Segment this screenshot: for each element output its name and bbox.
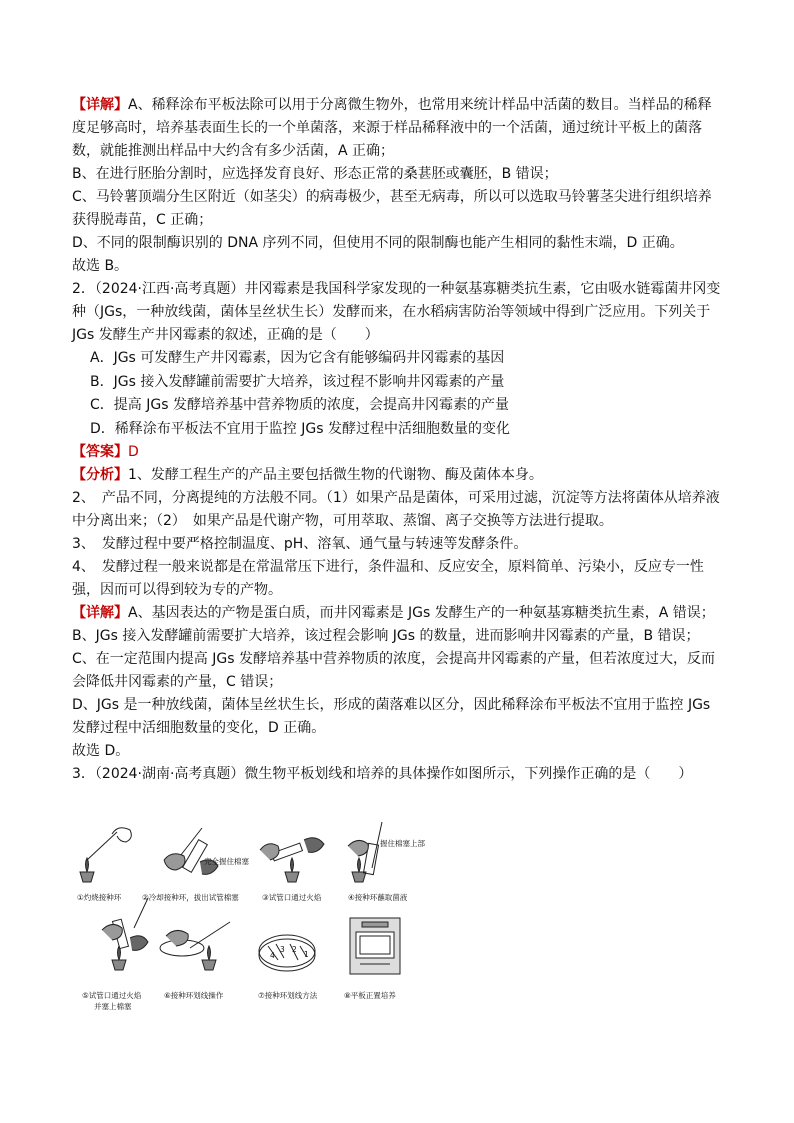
step2-note: 完全握住棉塞 — [204, 857, 249, 866]
explain-tag: 【详解】 — [72, 97, 128, 113]
step2-tube-drawing — [164, 828, 218, 874]
document-body — [72, 94, 724, 786]
q2-stem: 2．（2024·江西·高考真题）井冈霉素是我国科学家发现的一种氨基寡糖类抗生素，它由吸水链霉菌井冈变种（JGs，一种放线菌，菌体呈丝状生长）发酵而来，在水稻病害防治等领域中得到广泛应用。下列关于 JGs 发酵生产井冈霉素的叙述，正确的是（ ） — [72, 281, 721, 343]
q2-option-a: A．JGs 可发酵生产井冈霉素，因为它含有能够编码井冈霉素的基因 — [90, 350, 505, 366]
step3-flame-drawing — [260, 838, 324, 882]
q2-analysis-2: 2、 产品不同，分离提纯的方法般不同。（1）如果产品是菌体，可采用过滤，沉淀等方法将菌体从培养液中分离出来；（2） 如果产品是代谢产物，可用萃取、蒸馏、离子交换等方法进行提取。 — [72, 490, 720, 530]
q1-explain-c: C、马铃薯顶端分生区附近（如茎尖）的病毒极少，甚至无病毒，所以可以选取马铃薯茎尖进行组织培养获得脱毒苗，C 正确； — [72, 189, 712, 228]
step6-label: ⑥接种环划线操作 — [164, 991, 224, 1000]
q2-answer — [72, 441, 724, 464]
step3-label: ③试管口通过火焰 — [262, 893, 322, 902]
step1-label: ①灼烧接种环 — [77, 893, 122, 902]
q2-option-b: B．JGs 接入发酵罐前需要扩大培养，该过程不影响井冈霉素的产量 — [90, 373, 505, 390]
q2-analysis-3: 3、 发酵过程中要严格控制温度、pH、溶氧、通气量与转速等发酵条件。 — [72, 536, 528, 553]
q2-analysis-4: 4、 发酵过程一般来说都是在常温常压下进行，条件温和、反应安全，原料简单、污染小，反应专一性强，因而可以得到较为专的产物。 — [72, 559, 704, 599]
plate-number-4: 4 — [270, 951, 275, 960]
q2-analysis-1 — [72, 464, 724, 487]
step5-close-drawing — [102, 898, 148, 970]
q1-explain-a — [72, 94, 724, 163]
explain-a-text: A、稀释涂布平板法除可以用于分离微生物外，也常用来统计样品中活菌的数目。当样品的稀释度足够高时，培养基表面生长的一个单菌落，来源于样品稀释液中的一个活菌，通过统计平板上的菌落数，就能推测出样品中大约含有多少活菌，A 正确； — [72, 97, 712, 159]
q3-stem: 3．（2024·湖南·高考真题）微生物平板划线和培养的具体操作如图所示，下列操作正确的是（ ） — [72, 766, 693, 783]
explain-tag-2: 【详解】 — [72, 605, 128, 622]
q1-answer-line: 故选 B。 — [72, 258, 129, 274]
q2-option-c: C．提高 JGs 发酵培养基中营养物质的浓度，会提高井冈霉素的产量 — [90, 397, 509, 414]
q2-option-d: D．稀释涂布平板法不宜用于监控 JGs 发酵过程中活细胞数量的变化 — [90, 420, 510, 437]
q2-explain-b: B、JGs 接入发酵罐前需要扩大培养，该过程会影响 JGs 的数量，进而影响井冈霉素的产量，B 错误； — [72, 628, 700, 645]
step5-label-line2: 并塞上棉塞 — [94, 1002, 132, 1011]
q2-explain-a — [72, 602, 724, 625]
plate-number-2: 2 — [292, 945, 297, 954]
step1-lamp-drawing — [80, 828, 131, 882]
step5-label-line1: ⑤试管口通过火焰 — [82, 991, 142, 1000]
plate-number-3: 3 — [280, 945, 285, 954]
q1-explain-d: D、不同的限制酶识别的 DNA 序列不同，但使用不同的限制酶也能产生相同的黏性末端，D 正确。 — [72, 235, 684, 251]
step7-label: ⑦接种环划线方法 — [258, 991, 318, 1000]
q2-answer-line: 故选 D。 — [72, 743, 130, 760]
q2-explain-c: C、在一定范围内提高 JGs 发酵培养基中营养物质的浓度，会提高井冈霉素的产量，但若浓度过大，反而会降低井冈霉素的产量，C 错误； — [72, 651, 715, 691]
step8-incubator-drawing — [350, 918, 400, 974]
step4-dip-drawing — [348, 822, 382, 882]
q2-explain-d: D、JGs 是一种放线菌，菌体呈丝状生长，形成的菌落难以区分，因此稀释涂布平板法不宜用于监控 JGs 发酵过程中活细胞数量的变化，D 正确。 — [72, 697, 711, 737]
step2-label: ②冷却接种环，拔出试管棉塞 — [142, 893, 239, 902]
step6-streak-drawing — [160, 922, 230, 970]
step8-label: ⑧平板正置培养 — [344, 991, 396, 1000]
q2-explain-a-text: A、基因表达的产物是蛋白质，而井冈霉素是 JGs 发酵生产的一种氨基寡糖类抗生素，A 错误； — [128, 605, 715, 622]
answer-tag: 【答案】 — [72, 444, 128, 461]
q3-procedure-figure — [72, 820, 492, 1020]
q1-explain-b: B、在进行胚胎分割时，应选择发育良好、形态正常的桑葚胚或囊胚，B 错误； — [72, 166, 558, 182]
plate-number-1: 1 — [304, 950, 309, 959]
analysis-text-1: 1、发酵工程生产的产品主要包括微生物的代谢物、酶及菌体本身。 — [128, 467, 543, 484]
analysis-tag: 【分析】 — [72, 467, 128, 484]
step4-label: ④接种环蘸取菌液 — [348, 893, 408, 902]
answer-value: D — [128, 444, 139, 461]
step4-note: 握住棉塞上部 — [380, 839, 425, 848]
